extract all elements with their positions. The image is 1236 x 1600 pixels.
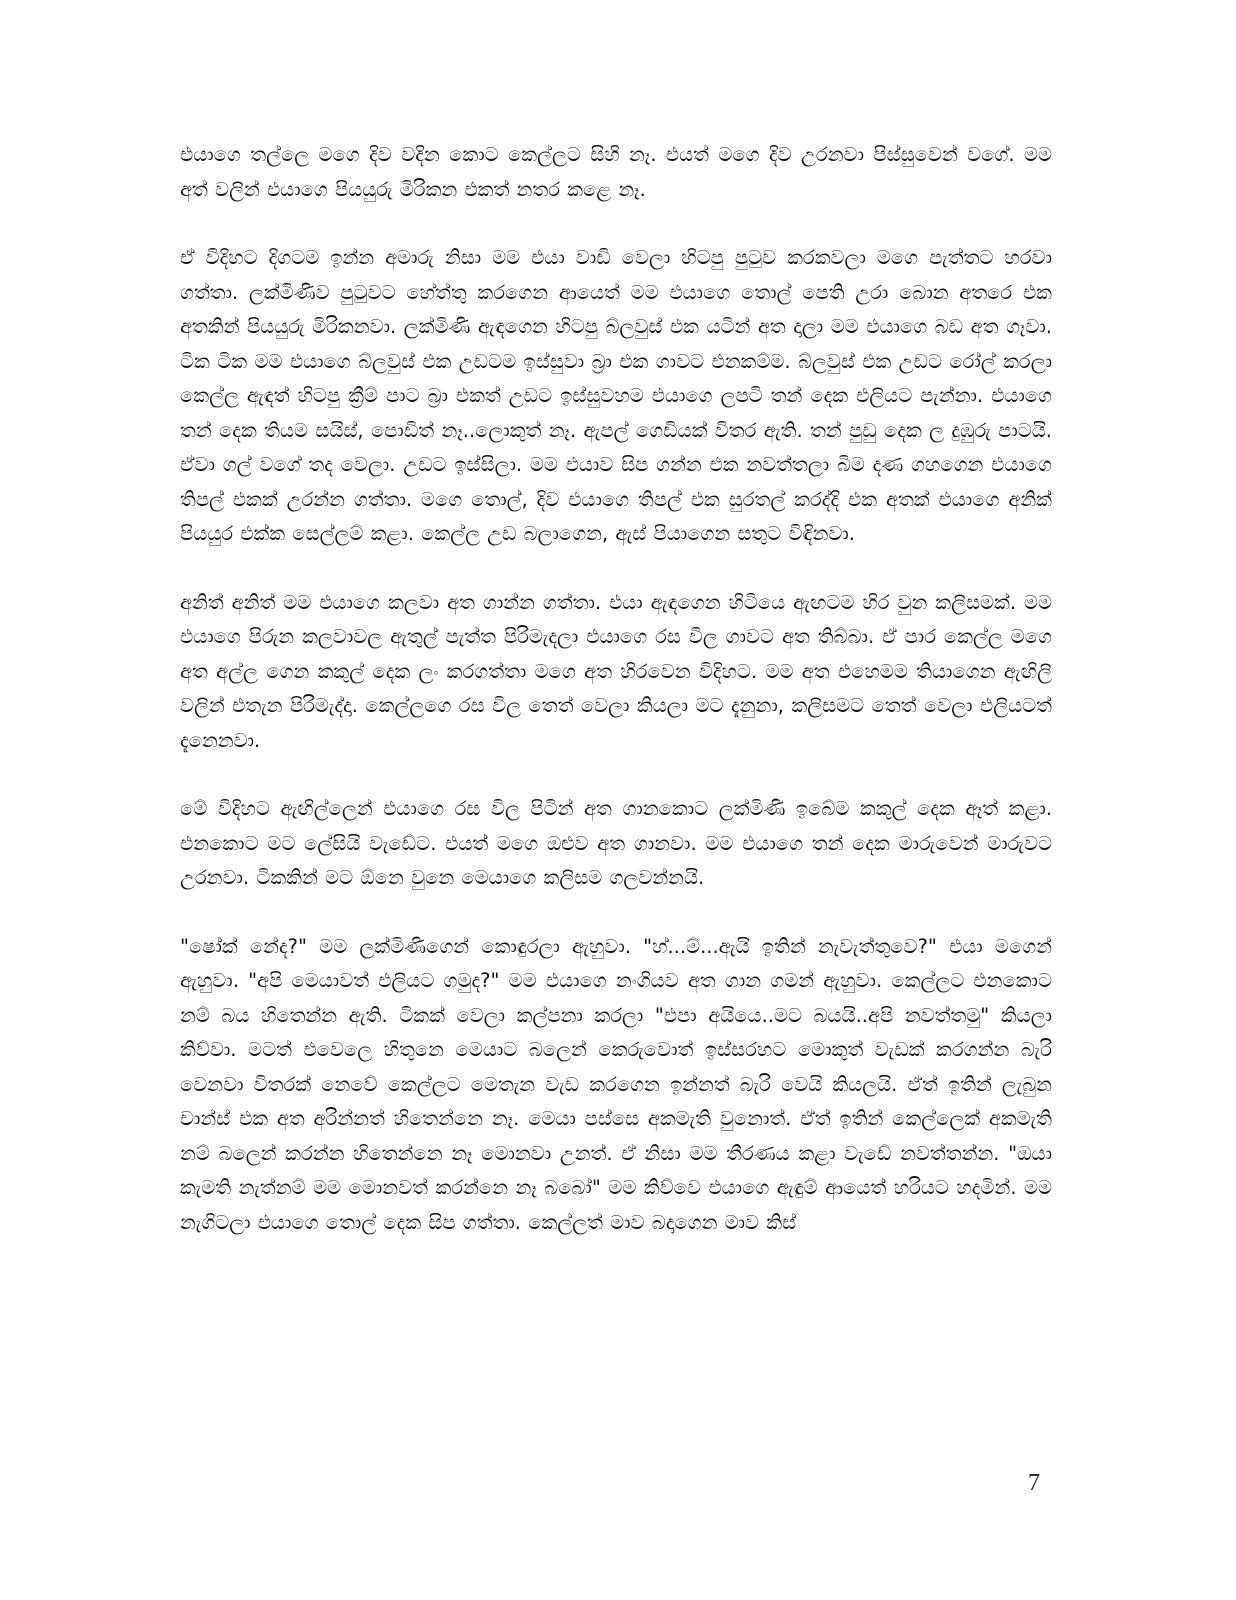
paragraph: "ෂෝක් නේද?" මම ලක්මිණිගෙන් කොඳුරලා ඇහුවා. "හ්...ම්...ඇයි ඉතින් නැවැත්තුවෙ?" එයා මගෙන් ඇහුවා. "අපි මෙයාවත් එලියට ගමුද?" මම එයාගෙ නංගියව අත ගාන ගමන් ඇහුවා. කෙල්ලට එනකොට නම් බය හිතෙන්න ඇති. ටිකක් වෙලා කල්පනා කරලා "එපා අයියෙ..මට බයයි..අපි නවත්තමු" කියලා කිව්වා. මටත් එවෙලෙ හිතුනෙ මෙයාට බලෙන් කෙරුවොත් ඉස්සරහට මොකුත් වැඩක් කරගන්න බැරි වෙනවා විතරක් නෙවේ කෙල්ලට මෙතැන වැඩ කරගෙන ඉන්නත් බැරි වෙයි කියලයි. ඒත් ඉතින් ලැබුන චාන්ස් එක අත අරින්නත් හිතෙන්නෙ නෑ. මෙයා පස්සෙ අකමැති වුනොත්. ඒත් ඉතින් කෙල්ලෙක් අකමැති නම් බලෙන් කරන්න හිතෙන්නෙ නෑ මොනවා උනත්. ඒ නිසා මම තීරණය කළා වැඩේ නවත්තන්න. "ඔයා කැමති නැත්නම් මම මොනවත් කරන්නෙ නෑ බබෝ" මම කිව්වෙ එයාගෙ ඇඳුම් ආයෙත් හරියට හදමින්. මම නැගිටලා එයාගෙ තොල් දෙක සිප ගත්තා. කෙල්ලත් මාව බදාගෙන මාව කිස්	[180, 934, 1052, 1234]
paragraph: අනිත් අනිත් මම එයාගෙ කලවා අත ගාන්න ගත්තා. එයා ඇඳගෙන හිටියෙ ඇඟටම හිර වුන කලිසමක්. මම එයාගෙ පිරුන කලවාවල ඇතුල් පැත්ත පිරිමැදලා එයාගෙ රස විල ගාවට අත තිබ්බා. ඒ පාර කෙල්ල මගෙ අත අල්ල ගෙන කකුල් දෙක ලං කරගත්තා මගෙ අත හිරවෙන විදිහට. මම අත එහෙමම තියාගෙන ඇඟිලි වලින් එතැන පිරිමැද්දා. කෙල්ලගෙ රස විල තෙත් වෙලා කියලා මට දැනුනා, කලිසමට තෙත් වෙලා එලියටත් දැනෙනවා.	[180, 590, 1052, 752]
paragraph: එයාගෙ තල්ලෙ මගෙ දිව වදින කොට කෙල්ලට සිහි නෑ. එයත් මගෙ දිව උරනවා පිස්සුවෙන් වගේ. මම අත් වලින් එයාගෙ පියයුරු මිරිකන එකත් නතර කළෙ නෑ.	[180, 143, 1052, 201]
document-body	[180, 138, 1052, 1274]
page-number: 7	[1028, 1470, 1040, 1496]
paragraph: මේ විදිහට ඇඟිල්ලෙන් එයාගෙ රස විල පිටින් අත ගානකොට ලක්මිණි ඉබේම කකුල් දෙක ඈත් කළා. එනකොට මට ලේසියි වැඩේට. එයත් මගෙ ඔළුව අත ගානවා. මම එයාගෙ තන් දෙක මාරුවෙන් මාරුවට උරනවා. ටිකකින් මට ඕනෙ වුනෙ මෙයාගෙ කලිසම ගලවන්නයි.	[180, 797, 1052, 889]
paragraph: ඒ විදිහට දිගටම ඉන්න අමාරු නිසා මම එයා වාඩි වෙලා හිටපු පුටුව කරකවලා මගෙ පැත්තට හරවා ගත්තා. ලක්මිණිව පුටුවට හේත්තු කරගෙන ආයෙත් මම එයාගෙ තොල් පෙති උරා බොන අතරෙ එක අතකින් පියයුරු මිරිකනවා. ලක්මිණි ඇඳගෙන හිටපු බ්ලවුස් එක යටින් අත දාලා මම එයාගෙ බඩ අත ගෑවා. ටික ටික මම එයාගෙ බ්ලවුස් එක උඩටම ඉස්සුවා බ්‍රා එක ගාවට එනකම්ම. බ්ලවුස් එක උඩට රෝල් කරලා කෙල්ල ඇඳත් හිටපු ක්‍රීම් පාට බ්‍රා එකත් උඩට ඉස්සුවහම එයාගෙ ලපටි තන් දෙක එලියට පැන්නා. එයාගෙ තන් දෙක තියම සයිස්, පොඩිත් නෑ..ලොකුත් නෑ. ඇපල් ගෙඩියක් විතර ඇති. තන් පුඩු දෙක ල දුඹුරු පාටයි. ඒවා ගල් වගේ තද වෙලා. උඩට ඉස්සිලා. මම එයාව සිප ගන්න එක නවත්තලා බිම දණ ගහගෙන එයාගෙ තිපල් එකක් උරන්න ගත්තා. මගෙ තොල්, දිව එයාගෙ තිපල් එක සුරතල් කරද්දි එක අතක් එයාගෙ අනික් පියයුර එක්ක සෙල්ලම් කළා. කෙල්ල උඩ බලාගෙන, ඇස් පියාගෙන සතුට විඳිනවා.	[180, 246, 1052, 545]
